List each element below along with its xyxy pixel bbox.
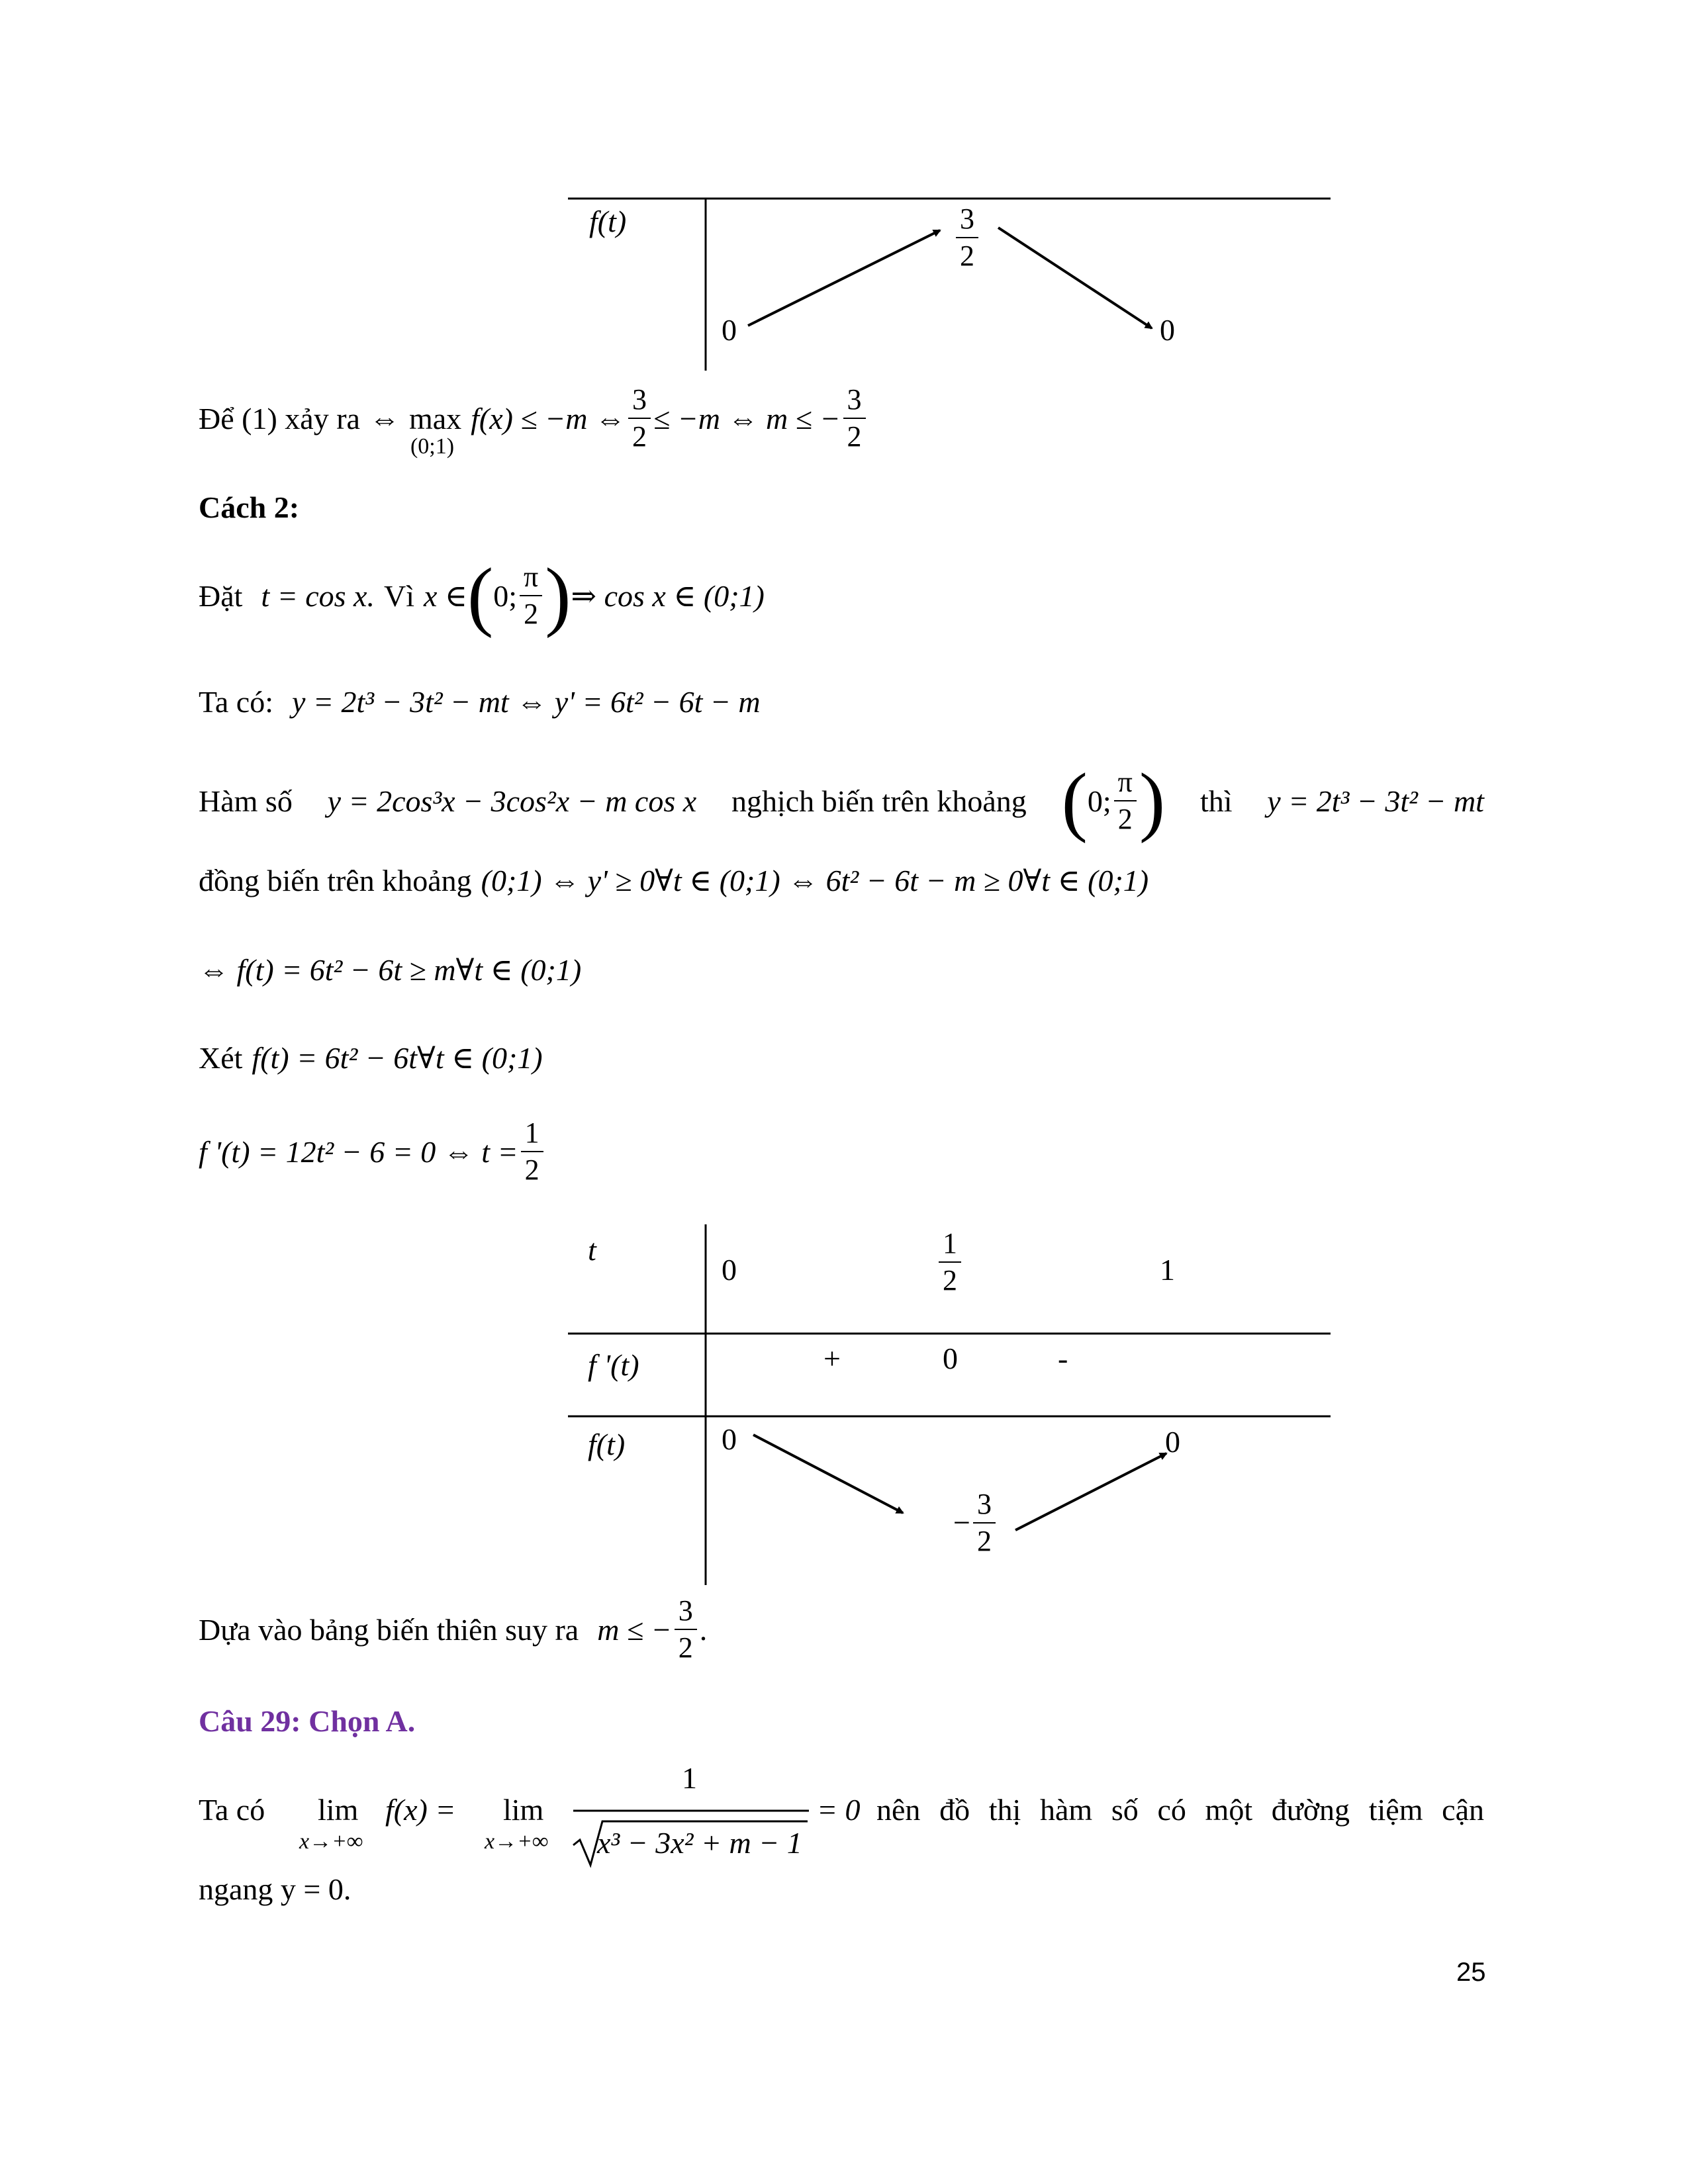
line-dat-text2: Vì xyxy=(383,578,414,613)
line-max-frac2-den: 2 xyxy=(847,420,862,453)
line-lim-text1: Ta có xyxy=(199,1793,265,1827)
line-hamso xyxy=(199,754,1484,847)
table1-max-num: 3 xyxy=(956,204,978,238)
table2-f-min-num: 3 xyxy=(973,1489,996,1524)
line-taco-expr: y = 2t³ − 3t² − mt ⇔ y' = 6t² − 6t − m xyxy=(292,684,761,719)
line-hamso-expr1: y = 2cos³x − 3cos²x − m cos x xyxy=(327,784,697,818)
table2-f-min-den: 2 xyxy=(976,1525,992,1558)
table1-max-den: 2 xyxy=(960,240,974,273)
line-hamso-two: 2 xyxy=(1117,803,1133,835)
line-dongbien-text: đồng biến trên khoảng xyxy=(199,863,472,897)
table2-f-left: 0 xyxy=(722,1422,737,1456)
line-lim-num: 1 xyxy=(682,1761,697,1795)
line-taco xyxy=(199,682,761,721)
line-deriv-num: 1 xyxy=(521,1118,543,1152)
line-taco-text: Ta có: xyxy=(199,684,274,719)
line-lim-text2: nên đồ thị hàm số có một đường tiệm cận xyxy=(876,1793,1484,1827)
line-deriv-den: 2 xyxy=(524,1154,539,1186)
line-xet-expr: f(t) = 6t² − 6t∀t ∈ (0;1) xyxy=(252,1041,543,1075)
max-operator xyxy=(408,401,462,459)
table2-sign-minus: - xyxy=(1058,1342,1068,1375)
table2-sign-zero: 0 xyxy=(943,1342,958,1375)
paren-left-2: ( xyxy=(1061,757,1088,844)
line-max-prefix: Để (1) xảy ra xyxy=(199,401,360,435)
table2-t-label: t xyxy=(588,1233,596,1267)
line-deriv xyxy=(199,1112,546,1191)
table2-t-value-mid xyxy=(936,1228,964,1296)
line-lim-sub2: x→+∞ xyxy=(485,1829,549,1854)
line-lim-radicand: x³ − 3x² + m − 1 xyxy=(597,1826,802,1860)
line-conclude-frac xyxy=(675,1596,697,1663)
line-dat xyxy=(199,549,765,642)
line-deriv-frac xyxy=(521,1118,543,1185)
line-ngang: ngang y = 0. xyxy=(199,1872,352,1906)
page-number: 25 xyxy=(1456,1958,1486,1987)
table2-arrow-down xyxy=(753,1435,903,1513)
table1-left-value: 0 xyxy=(722,313,737,347)
table1-arrow-up xyxy=(748,230,940,326)
line-hamso-text2: nghịch biến trên khoảng xyxy=(731,784,1027,818)
table1-row-label: f(t) xyxy=(589,205,627,238)
line-conclude-text: Dựa vào bảng biến thiên suy ra xyxy=(199,1612,579,1647)
line-dat-expr2: x ∈ xyxy=(423,579,467,613)
table2-t-mid-den: 2 xyxy=(943,1264,957,1297)
line-dat-expr3: ⇒ cos x ∈ (0;1) xyxy=(571,579,765,613)
line-hamso-interval xyxy=(1062,756,1166,846)
line-lim-eq: = 0 xyxy=(817,1793,861,1827)
line-max-frac1-num: 3 xyxy=(628,385,651,419)
paren-right-2: ) xyxy=(1139,757,1166,844)
cau29-heading: Câu 29: Chọn A. xyxy=(199,1704,416,1738)
cach2-heading: Cách 2: xyxy=(199,490,300,524)
line-lim-fx: f(x) = xyxy=(385,1793,456,1827)
line-dat-text1: Đặt xyxy=(199,578,243,613)
iff-symbol: ⇔ xyxy=(369,401,400,435)
line-dat-pi-frac xyxy=(520,562,542,629)
line-conclude-den: 2 xyxy=(678,1631,693,1664)
table1-max-value xyxy=(953,204,981,271)
table2-f-label: f(t) xyxy=(588,1428,626,1461)
line-max-frac2-num: 3 xyxy=(843,385,866,419)
line-dat-interval-left: 0; xyxy=(493,578,518,613)
paren-left: ( xyxy=(467,552,494,639)
table1-arrow-down xyxy=(998,228,1152,328)
line-max-frac1 xyxy=(628,385,651,452)
line-dongbien xyxy=(199,860,1149,900)
line-xet xyxy=(199,1038,543,1077)
line-dat-expr1: t = cos x. xyxy=(261,578,375,613)
table2-arrow-up xyxy=(1015,1453,1166,1530)
line-conclude-num: 3 xyxy=(675,1596,697,1630)
line-conclude-expr: m ≤ − xyxy=(597,1612,672,1647)
table2-t-value-0: 0 xyxy=(722,1253,737,1287)
line-hamso-interval-left: 0; xyxy=(1087,784,1111,818)
line-hamso-pi-frac xyxy=(1114,767,1137,835)
line-lim-lim2: lim xyxy=(503,1793,544,1827)
line-hamso-pi: π xyxy=(1114,767,1137,801)
line-conclude xyxy=(199,1590,707,1669)
max-word: max xyxy=(408,401,462,435)
line-max-condition xyxy=(199,379,868,458)
line-lim-sub1: x→+∞ xyxy=(299,1829,363,1854)
line-hamso-text3: thì xyxy=(1199,784,1233,818)
line-equiv: ⇔ f(t) = 6t² − 6t ≥ m∀t ∈ (0;1) xyxy=(199,953,582,987)
table2-f-right: 0 xyxy=(1165,1425,1180,1459)
line-max-frac2 xyxy=(843,385,866,452)
line-max-mid: ≤ −m ⇔ m ≤ − xyxy=(653,401,841,435)
line-max-frac1-den: 2 xyxy=(632,420,647,453)
line-hamso-text1: Hàm số xyxy=(199,784,293,818)
line-dongbien-expr: (0;1) ⇔ y' ≥ 0∀t ∈ (0;1) ⇔ 6t² − 6t − m ≥ 0∀t ∈ (0;1) xyxy=(481,864,1149,897)
line-lim-lim1: lim xyxy=(318,1793,359,1827)
line-conclude-period: . xyxy=(699,1612,708,1647)
table2-sign-plus: + xyxy=(823,1342,841,1375)
table2-fprime-label: f '(t) xyxy=(588,1348,639,1382)
paren-right: ) xyxy=(545,552,571,639)
line-max-fx: f(x) ≤ −m ⇔ xyxy=(471,401,626,435)
table2-f-min xyxy=(953,1489,998,1557)
table2-f-min-sign: − xyxy=(953,1506,970,1540)
max-subscript: (0;1) xyxy=(410,433,455,459)
line-xet-text: Xét xyxy=(199,1040,243,1075)
line-deriv-expr: f '(t) = 12t² − 6 = 0 ⇔ t = xyxy=(199,1134,518,1169)
line-dat-pi: π xyxy=(520,562,542,596)
table2-t-mid-num: 1 xyxy=(939,1228,961,1263)
table2-t-value-1: 1 xyxy=(1160,1253,1175,1287)
line-dat-two: 2 xyxy=(524,598,539,630)
line-hamso-expr2: y = 2t³ − 3t² − mt xyxy=(1267,784,1484,818)
table1-right-value: 0 xyxy=(1160,313,1175,347)
